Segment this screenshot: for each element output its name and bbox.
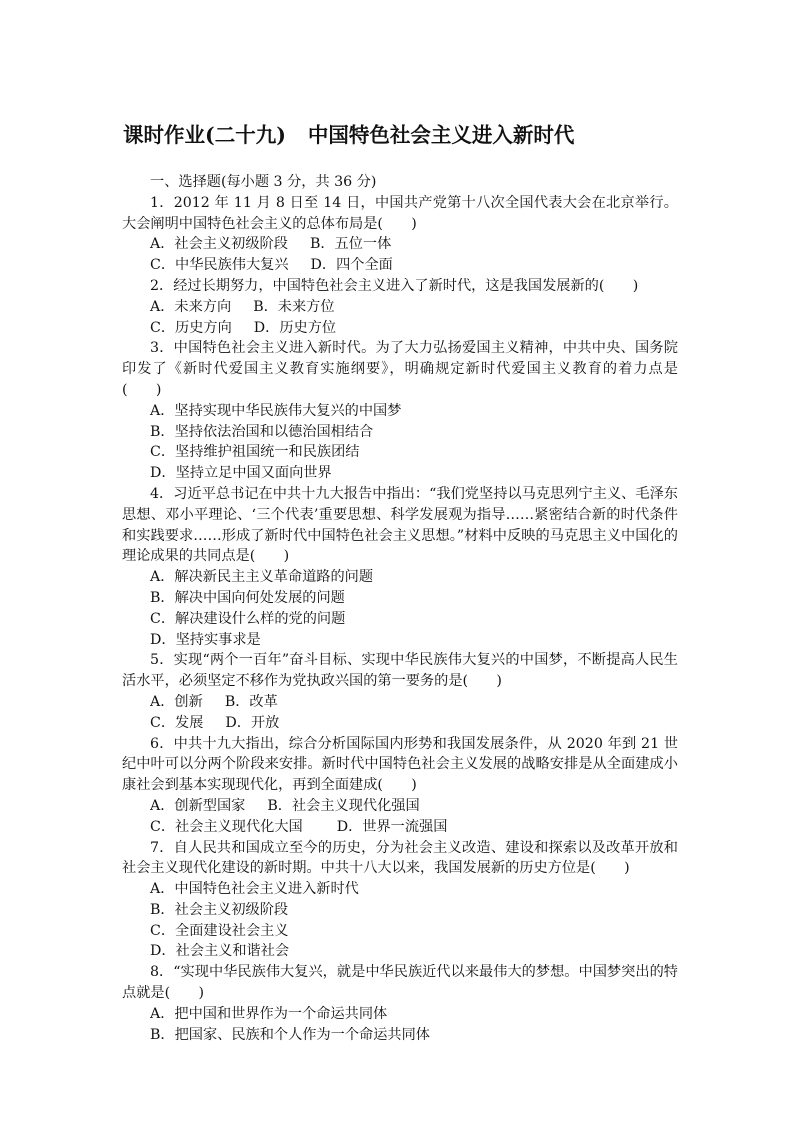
question-2-options-row-1 [122,297,678,318]
question-1-options-row-1 [122,234,678,255]
question-8-option-a: A．把中国和世界作为一个命运共同体 [150,1005,388,1022]
question-4-option-a: A．解决新民主主义革命道路的问题 [150,569,374,586]
question-6-option-a: A．创新型国家 [150,797,246,814]
question-3-option-a: A．坚持实现中华民族伟大复兴的中国梦 [150,402,402,419]
question-2-options-row-2 [122,318,678,339]
title-sub: 中国特色社会主义进入新时代 [307,123,575,147]
question-4-option-c: C．解决建设什么样的党的问题 [150,610,346,627]
question-6-options-row-1 [122,796,678,817]
question-5-option-a: A．创新 [150,693,203,710]
question-6-option-d: D．世界一流强国 [336,818,448,835]
question-4-option-b: B．解决中国向何处发展的问题 [150,589,345,606]
question-7-stem: 7．自人民共和国成立至今的历史，分为社会主义改造、建设和探索以及改革开放和社会主义现代化建设的新时期。中共十八大以来，我国发展新的历史方位是( ) [122,839,678,877]
question-5-options-row-2 [122,713,678,734]
question-1-option-a: A．社会主义初级阶段 [150,236,288,253]
question-4-option-d: D．坚持实事求是 [150,631,261,648]
question-4-stem: 4．习近平总书记在中共十九大报告中指出：“我们党坚持以马克思列宁主义、毛泽东思想、邓小平理论、‘三个代表’重要思想、科学发展观为指导……紧密结合新的时代条件和实践要求……形成了新时代中国特色社会主义思想。”材料中反映的马克思主义中国化的理论成果的共同点是( ) [122,485,678,565]
question-2-option-b: B．未来方位 [253,298,335,315]
question-1-option-c: C．中华民族伟大复兴 [150,257,289,274]
question-6-stem: 6．中共十九大指出，综合分析国际国内形势和我国发展条件，从 2020 年到 21 世纪中叶可以分两个阶段来安排。新时代中国特色社会主义发展的战略安排是从全面建成小康社会到基本实现现代化，再到全面建成( ) [122,735,678,794]
question-6-options-row-2 [122,817,678,838]
question-6-option-b: B．社会主义现代化强国 [267,797,420,814]
question-7-option-b: B．社会主义初级阶段 [150,901,289,918]
question-2-stem: 2．经过长期努力，中国特色社会主义进入了新时代，这是我国发展新的( ) [150,277,639,294]
title-main: 课时作业(二十九) [123,123,286,147]
question-2-option-c: C．历史方向 [150,319,232,336]
question-7-option-a: A．中国特色社会主义进入新时代 [150,881,359,898]
question-5-options-row-1 [122,692,678,713]
question-2-option-a: A．未来方向 [150,298,232,315]
question-5-stem: 5．实现“两个一百年”奋斗目标、实现中华民族伟大复兴的中国梦，不断提高人民生活水平，必须坚定不移作为党执政兴国的第一要务的是( ) [122,652,678,690]
question-1-stem: 1．2012 年 11 月 8 日至 14 日，中国共产党第十八次全国代表大会在北京举行。大会阐明中国特色社会主义的总体布局是( ) [122,194,678,232]
page-title [123,118,683,148]
question-2-option-d: D．历史方位 [253,319,337,336]
question-3-stem: 3．中国特色社会主义进入新时代。为了大力弘扬爱国主义精神，中共中央、国务院印发了《新时代爱国主义教育实施纲要》，明确规定新时代爱国主义教育的着力点是( ) [122,340,678,398]
question-7-option-c: C．全面建设社会主义 [150,922,289,939]
question-1-option-d: D．四个全面 [310,257,393,274]
question-1-option-b: B．五位一体 [309,236,392,253]
question-1-options-row-2 [122,255,678,276]
question-8-option-b: B．把国家、民族和个人作为一个命运共同体 [150,1026,430,1043]
question-3-option-c: C．坚持维护祖国统一和民族团结 [150,444,360,461]
question-5-option-b: B．改革 [224,693,278,710]
question-7-option-d: D．社会主义和谐社会 [150,943,290,960]
question-6-option-c: C．社会主义现代化大国 [150,818,303,835]
question-5-option-c: C．发展 [150,714,204,731]
question-3-option-d: D．坚持立足中国又面向世界 [150,465,332,482]
question-8-stem: 8．“实现中华民族伟大复兴，就是中华民族近代以来最伟大的梦想。中国梦突出的特点就是( ) [122,964,678,1002]
section-heading: 一、选择题(每小题 3 分，共 36 分) [150,174,377,190]
question-5-option-d: D．开放 [225,714,280,731]
document-body [122,172,678,1045]
question-3-option-b: B．坚持依法治国和以德治国相结合 [150,423,374,440]
